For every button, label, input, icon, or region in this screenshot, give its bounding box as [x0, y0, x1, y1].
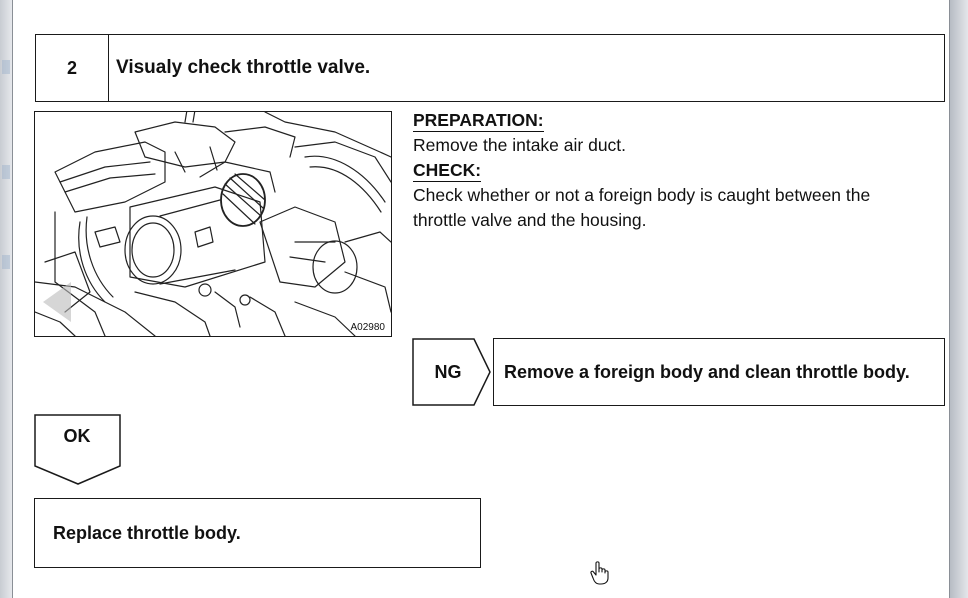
throttle-body-illustration [34, 111, 392, 337]
preparation-text: Remove the intake air duct. [413, 135, 627, 155]
edge-mark [2, 165, 10, 179]
hand-cursor-icon [590, 561, 610, 585]
engine-line-drawing [35, 112, 391, 336]
figure-code: A02980 [350, 322, 385, 333]
check-label: CHECK: [413, 160, 482, 180]
ok-label: OK [63, 426, 91, 446]
ng-result-box: Remove a foreign body and clean throttle body. [493, 338, 945, 406]
ng-label: NG [434, 361, 462, 382]
step-header [35, 34, 945, 102]
window-left-edge [0, 0, 12, 598]
vertical-scrollbar[interactable] [950, 0, 968, 598]
step-number: 2 [36, 35, 109, 101]
edge-mark [2, 60, 10, 74]
check-text-line2: throttle valve and the housing. [413, 210, 647, 230]
preparation-label: PREPARATION: [413, 110, 544, 130]
step-title: Visualy check throttle valve. [116, 57, 371, 78]
edge-mark [2, 255, 10, 269]
instructions [413, 108, 945, 233]
check-text-line1: Check whether or not a foreign body is caught between the [413, 185, 871, 205]
ok-result-box: Replace throttle body. [34, 498, 481, 568]
ok-arrow-tag [34, 414, 122, 486]
